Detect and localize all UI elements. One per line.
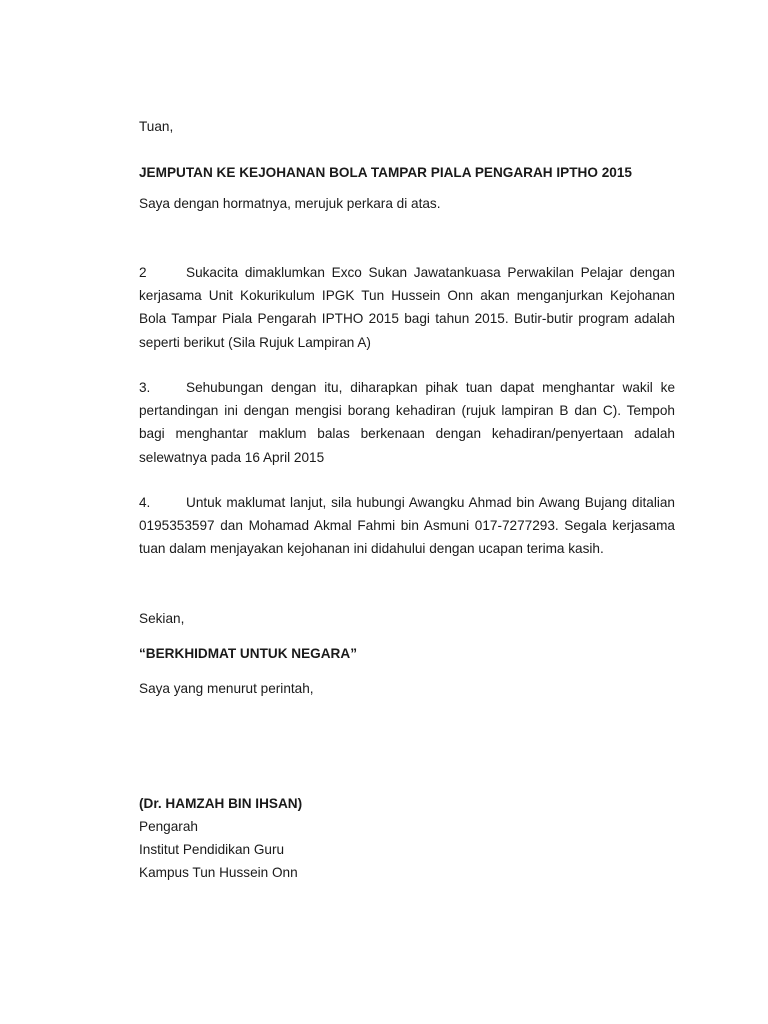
closing-line: Sekian, xyxy=(139,611,185,626)
salutation: Tuan, xyxy=(139,119,174,134)
motto: “BERKHIDMAT UNTUK NEGARA” xyxy=(139,646,357,661)
signatory-campus: Kampus Tun Hussein Onn xyxy=(139,865,298,880)
paragraph-3 xyxy=(139,376,675,469)
signatory-institution: Institut Pendidikan Guru xyxy=(139,842,285,857)
paragraph-2 xyxy=(139,261,675,354)
opening-line: Saya dengan hormatnya, merujuk perkara di atas. xyxy=(139,196,441,211)
subject-heading: JEMPUTAN KE KEJOHANAN BOLA TAMPAR PIALA PENGARAH IPTHO 2015 xyxy=(139,165,632,180)
paragraph-number: 3. xyxy=(139,380,151,395)
signoff-line: Saya yang menurut perintah, xyxy=(139,681,314,696)
paragraph-number: 2 xyxy=(139,265,147,280)
signatory-name: (Dr. HAMZAH BIN IHSAN) xyxy=(139,796,303,811)
paragraph-text: Sehubungan dengan itu, diharapkan pihak tuan dapat menghantar wakil ke pertandingan ini dengan mengisi borang kehadiran (rujuk lampiran B dan C). Tempoh bagi menghantar maklum balas berkenaan dengan kehadiran/penyertaan adalah selewatnya pada 16 April 2015 xyxy=(139,380,675,465)
paragraph-number: 4. xyxy=(139,495,151,510)
paragraph-4 xyxy=(139,491,675,561)
paragraph-text: Sukacita dimaklumkan Exco Sukan Jawatankuasa Perwakilan Pelajar dengan kerjasama Unit Kokurikulum IPGK Tun Hussein Onn akan menganjurkan Kejohanan Bola Tampar Piala Pengarah IPTHO 2015 bagi tahun 2015. Butir-butir program adalah seperti berikut (Sila Rujuk Lampiran A) xyxy=(139,265,675,350)
paragraph-text: Untuk maklumat lanjut, sila hubungi Awangku Ahmad bin Awang Bujang ditalian 0195353597 dan Mohamad Akmal Fahmi bin Asmuni 017-7277293. Segala kerjasama tuan dalam menjayakan kejohanan ini didahului dengan ucapan terima kasih. xyxy=(139,495,675,557)
signatory-title: Pengarah xyxy=(139,819,198,834)
